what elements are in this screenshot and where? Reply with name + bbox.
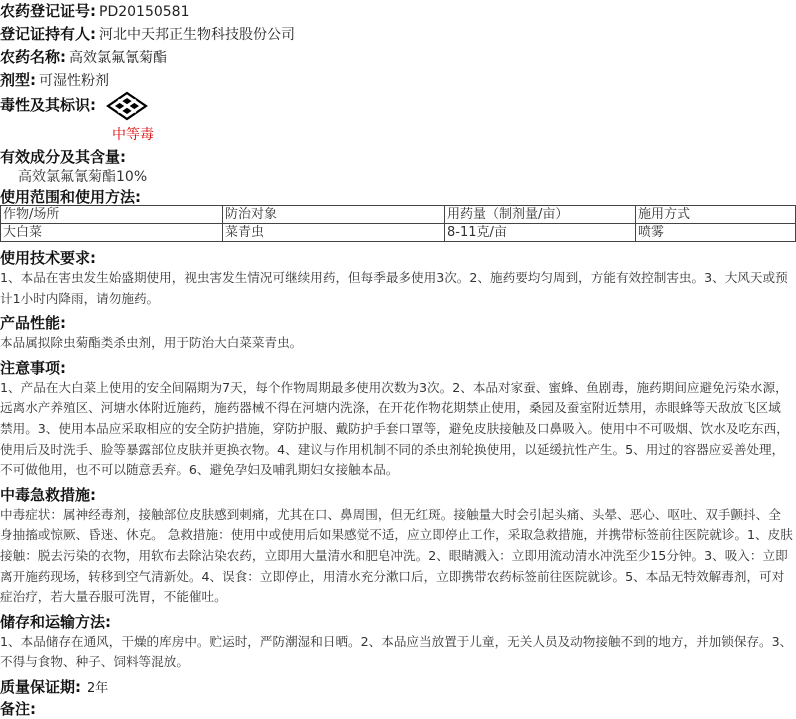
toxicity-row — [0, 92, 795, 120]
toxicity-diamond-icon — [106, 92, 148, 124]
holder-value: 河北中天邦正生物科技股份公司 — [99, 27, 295, 43]
active-ingredient-label: 有效成分及其含量: — [0, 148, 126, 166]
table-row — [1, 224, 796, 242]
usage-section-title: 使用范围和使用方法: — [0, 188, 141, 206]
table-header-cell: 作物/场所 — [1, 206, 223, 224]
holder-row — [0, 23, 795, 46]
product-name-value: 高效氯氟氰菊酯 — [69, 50, 167, 66]
registration-number-row — [0, 0, 795, 23]
table-header-cell: 施用方式 — [636, 206, 796, 224]
active-ingredient-value: 高效氯氟氰菊酯10% — [18, 169, 148, 185]
storage-title: 储存和运输方法: — [0, 612, 111, 631]
toxicity-level: 中等毒 — [112, 127, 154, 143]
table-header-cell: 用药量（制剂量/亩） — [445, 206, 636, 224]
table-cell: 8-11克/亩 — [445, 224, 636, 242]
holder-label: 登记证持有人: — [0, 25, 96, 43]
first-aid-text: 中毒症状：属神经毒剂，接触部位皮肤感到刺痛，尤其在口、鼻周围，但无红斑。接触量大时会引起头痛、头晕、恶心、呕吐、双手颤抖、全身抽搐或惊厥、昏迷、休克。 急救措施：使用中或使用后如果感觉不适，应立即停止工作，采取急救措施，并携带标签前往医院就诊。1、皮肤接触：脱去污染的衣物，用软布去除沾染农药，立即用大量清水和肥皂冲洗。2、眼睛溅入：立即用流动清水冲洗至少15分钟。3、吸入：立即离开施药现场，转移到空气清新处。4、误食：立即停止，用清水充分漱口后，立即携带农药标签前往医院就诊。5、本品无特效解毒剂，可对症治疗，若大量吞服可洗胃，不能催吐。 — [0, 506, 793, 605]
usage-table — [0, 205, 796, 242]
remarks-title: 备注: — [0, 699, 36, 718]
registration-number-label: 农药登记证号: — [0, 2, 96, 20]
product-name-row — [0, 46, 795, 69]
storage-text: 1、本品储存在通风，干燥的库房中。贮运时，严防潮湿和日晒。2、本品应当放置于儿童，无关人员及动物接触不到的地方，并加锁保存。3、不得与食物、种子、饲料等混放。 — [0, 633, 793, 670]
table-cell: 大白菜 — [1, 224, 223, 242]
formulation-row — [0, 69, 795, 92]
table-header-cell: 防治对象 — [223, 206, 445, 224]
precautions-text: 1、产品在大白菜上使用的安全间隔期为7天，每个作物周期最多使用次数为3次。2、本品对家蚕、蜜蜂、鱼剧毒，施药期间应避免污染水源，远离水产养殖区、河塘水体附近施药，施药器械不得在河塘内洗涤，在开花作物花期禁止使用，桑园及蚕室附近禁用，赤眼蜂等天敌放飞区域禁用。3、使用本品应采取相应的安全防护措施，穿防护服、戴防护手套口罩等，避免皮肤接触及口鼻吸入。使用中不可吸烟、饮水及吃东西，使用后及时洗手、脸等暴露部位皮肤并更换衣物。4、建议与作用机制不同的杀虫剂轮换使用，以延缓抗性产生。5、用过的容器应妥善处理，不可做他用，也不可以随意丢弃。6、避免孕妇及哺乳期妇女接触本品。 — [0, 379, 789, 478]
table-cell: 菜青虫 — [223, 224, 445, 242]
shelf-life-row — [0, 676, 795, 698]
formulation-label: 剂型: — [0, 71, 36, 89]
product-name-label: 农药名称: — [0, 48, 66, 66]
registration-number-value: PD20150581 — [99, 4, 190, 20]
first-aid-title: 中毒急救措施: — [0, 485, 96, 504]
table-cell: 喷雾 — [636, 224, 796, 242]
shelf-life-value: 2年 — [87, 680, 109, 696]
formulation-value: 可湿性粉剂 — [39, 73, 109, 89]
usage-table-header — [1, 206, 796, 224]
shelf-life-label: 质量保证期: — [0, 677, 81, 696]
toxicity-label: 毒性及其标识: — [0, 96, 96, 114]
product-performance-text: 本品属拟除虫菊酯类杀虫剂，用于防治大白菜菜青虫。 — [0, 335, 303, 351]
technical-requirements-title: 使用技术要求: — [0, 249, 96, 267]
technical-requirements-text: 1、本品在害虫发生始盛期使用，视虫害发生情况可继续用药，但每季最多使用3次。2、施药要均匀周到，方能有效控制害虫。3、大风天或预计1小时内降雨，请勿施药。 — [0, 270, 788, 306]
precautions-title: 注意事项: — [0, 358, 66, 377]
product-performance-title: 产品性能: — [0, 314, 66, 333]
